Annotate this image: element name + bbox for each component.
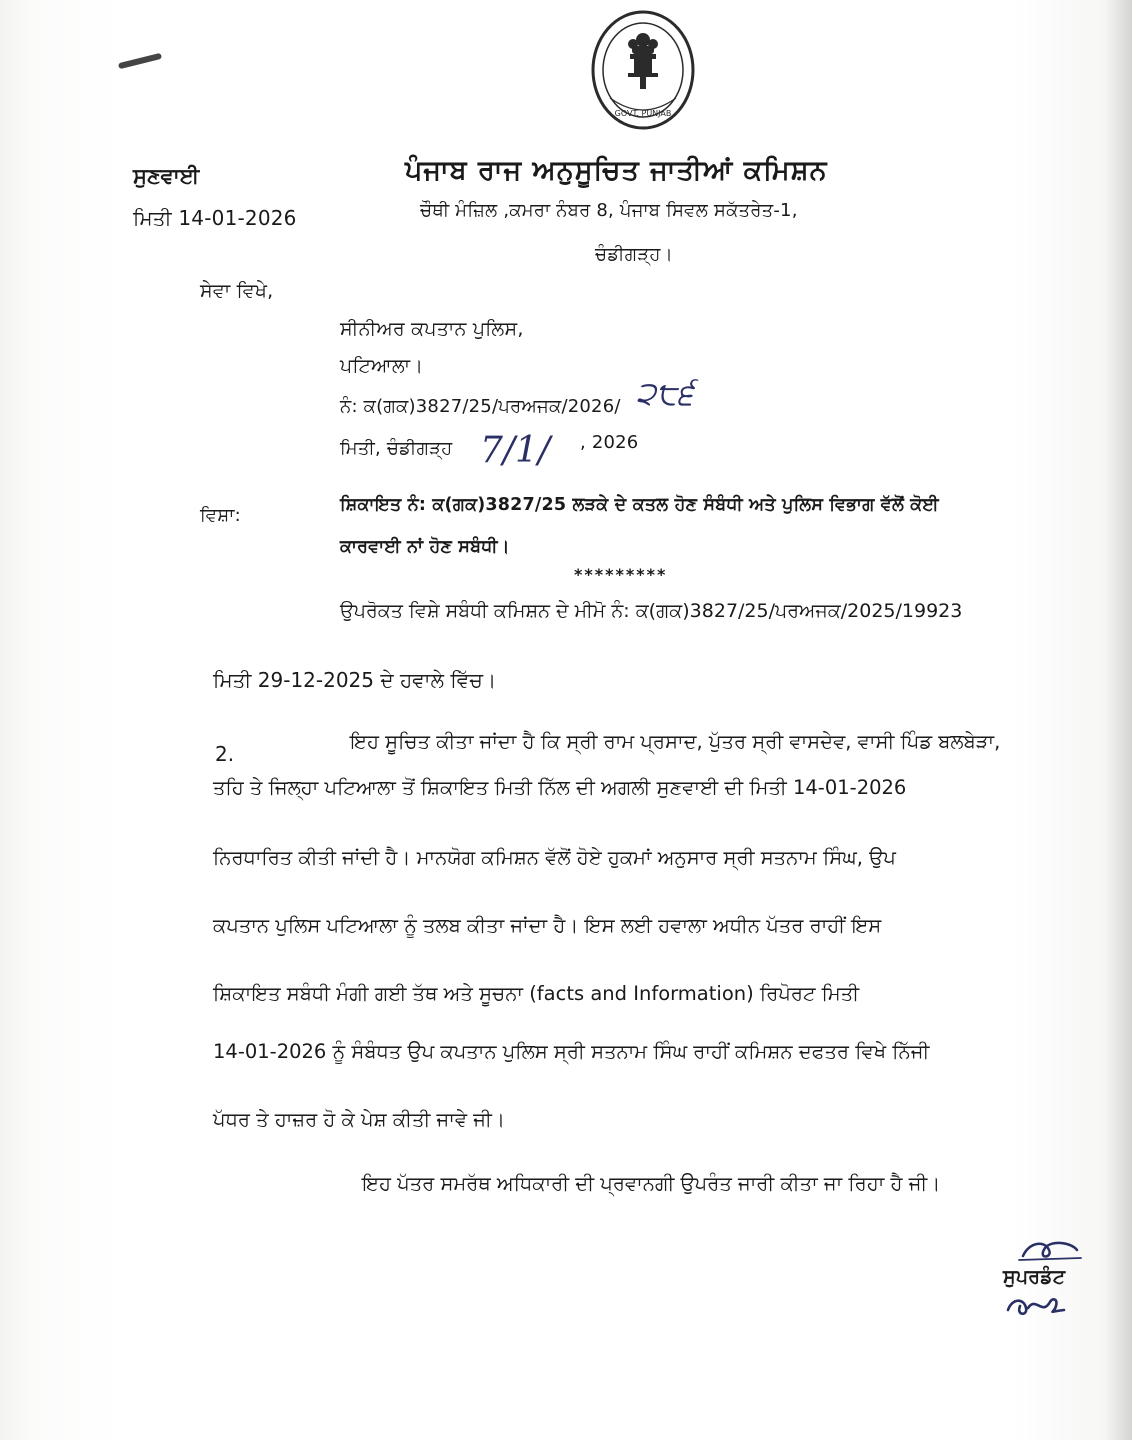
signatory-designation: ਸੁਪਰਡੰਟ xyxy=(1003,1266,1066,1288)
reference-number-handwritten: ੨੮੬ xyxy=(636,374,694,412)
para2-line: ਕਪਤਾਨ ਪੁਲਿਸ ਪਟਿਆਲਾ ਨੂੰ ਤਲਬ ਕੀਤਾ ਜਾਂਦਾ ਹੈ। ਇਸ ਲਈ ਹਵਾਲਾ ਅਧੀਨ ਪੱਤਰ ਰਾਹੀਂ ਇਸ xyxy=(213,914,882,937)
para2-number: 2. xyxy=(215,742,235,766)
para1-line-1: ਉਪਰੋਕਤ ਵਿਸ਼ੇ ਸਬੰਧੀ ਕਮਿਸ਼ਨ ਦੇ ਮੀਮੋ ਨੰ: ਕ(ਗਕ)3827/25/ਪਰਅਜਕ/2025/19923 xyxy=(340,600,963,622)
commission-title: ਪੰਜਾਬ ਰਾਜ ਅਨੁਸੂਚਿਤ ਜਾਤੀਆਂ ਕਮਿਸ਼ਨ xyxy=(405,155,828,186)
para2-line: ਨਿਰਧਾਰਿਤ ਕੀਤੀ ਜਾਂਦੀ ਹੈ। ਮਾਨਯੋਗ ਕਮਿਸ਼ਨ ਵੱਲੋਂ ਹੋਏ ਹੁਕਮਾਂ ਅਨੁਸਾਰ ਸ੍ਰੀ ਸਤਨਾਮ ਸਿੰਘ, ਉਪ xyxy=(213,846,896,869)
para2-line: ਤਹਿ ਤੇ ਜਿਲ੍ਹਾ ਪਟਿਆਲਾ ਤੋਂ ਸ਼ਿਕਾਇਤ ਮਿਤੀ ਨਿੱਲ ਦੀ ਅਗਲੀ ਸੁਣਵਾਈ ਦੀ ਮਿਤੀ 14-01-2026 xyxy=(213,776,907,799)
addressee-designation: ਸੀਨੀਅਰ ਕਪਤਾਨ ਪੁਲਿਸ, xyxy=(340,318,524,340)
para1-line-2: ਮਿਤੀ 29-12-2025 ਦੇ ਹਵਾਲੇ ਵਿੱਚ। xyxy=(213,668,497,692)
seal-text: GOVT. PUNJAB xyxy=(614,109,672,118)
handwritten-signature xyxy=(1015,1236,1085,1266)
date-label: ਮਿਤੀ, ਚੰਡੀਗੜ੍ਹ xyxy=(340,438,453,459)
subject-label: ਵਿਸ਼ਾ: xyxy=(200,505,241,526)
para2-line: 14-01-2026 ਨੂੰ ਸੰਬੰਧਤ ਉਪ ਕਪਤਾਨ ਪੁਲਿਸ ਸ੍ਰੀ ਸਤਨਾਮ ਸਿੰਘ ਰਾਹੀਂ ਕਮਿਸ਼ਨ ਦਫਤਰ ਵਿਖੇ ਨਿੱਜੀ xyxy=(213,1040,930,1063)
page-edge-shadow xyxy=(1106,0,1132,1440)
date-handwritten: 7/1/ xyxy=(480,430,551,471)
hearing-label: ਸੁਣਵਾਈ xyxy=(133,164,200,188)
reference-number: ਨੰ: ਕ(ਗਕ)3827/25/ਪਰਅਜਕ/2026/ xyxy=(340,396,621,417)
closing-line: ਇਹ ਪੱਤਰ ਸਮਰੱਥ ਅਧਿਕਾਰੀ ਦੀ ਪ੍ਰਵਾਨਗੀ ਉਪਰੰਤ ਜਾਰੀ ਕੀਤਾ ਜਾ ਰਿਹਾ ਹੈ ਜੀ। xyxy=(362,1172,941,1195)
hearing-date: ਮਿਤੀ 14-01-2026 xyxy=(133,206,297,230)
address-line-2: ਚੰਡੀਗੜ੍ਹ। xyxy=(595,244,673,265)
addressee-place: ਪਟਿਆਲਾ। xyxy=(340,355,424,377)
subject-line-2: ਕਾਰਵਾਈ ਨਾਂ ਹੋਣ ਸਬੰਧੀ। xyxy=(340,537,510,557)
government-seal-emblem xyxy=(588,10,698,134)
separator-stars: ********* xyxy=(574,565,668,584)
para2-line: ਪੱਧਰ ਤੇ ਹਾਜ਼ਰ ਹੋ ਕੇ ਪੇਸ਼ ਕੀਤੀ ਜਾਵੇ ਜੀ। xyxy=(213,1108,505,1131)
para2-line: ਸ਼ਿਕਾਇਤ ਸਬੰਧੀ ਮੰਗੀ ਗਈ ਤੱਥ ਅਤੇ ਸੂਚਨਾ (facts and Information) ਰਿਪੋਰਟ ਮਿਤੀ xyxy=(213,982,860,1005)
para2-line: ਇਹ ਸੂਚਿਤ ਕੀਤਾ ਜਾਂਦਾ ਹੈ ਕਿ ਸ੍ਰੀ ਰਾਮ ਪ੍ਰਸਾਦ, ਪੁੱਤਰ ਸ੍ਰੀ ਵਾਸਦੇਵ, ਵਾਸੀ ਪਿੰਡ ਬਲਬੇੜਾ, xyxy=(350,730,1001,753)
date-year: , 2026 xyxy=(580,432,639,453)
subject-line-1: ਸ਼ਿਕਾਇਤ ਨੰ: ਕ(ਗਕ)3827/25 ਲੜਕੇ ਦੇ ਕਤਲ ਹੋਣ ਸੰਬੰਧੀ ਅਤੇ ਪੁਲਿਸ ਵਿਭਾਗ ਵੱਲੋਂ ਕੋਈ xyxy=(340,495,939,515)
handwritten-initials xyxy=(1002,1292,1072,1322)
address-line-1: ਚੌਥੀ ਮੰਜ਼ਿਲ ,ਕਮਰਾ ਨੰਬਰ 8, ਪੰਜਾਬ ਸਿਵਲ ਸਕੱਤਰੇਤ-1, xyxy=(420,200,798,221)
salutation: ਸੇਵਾ ਵਿਖੇ, xyxy=(200,280,274,302)
